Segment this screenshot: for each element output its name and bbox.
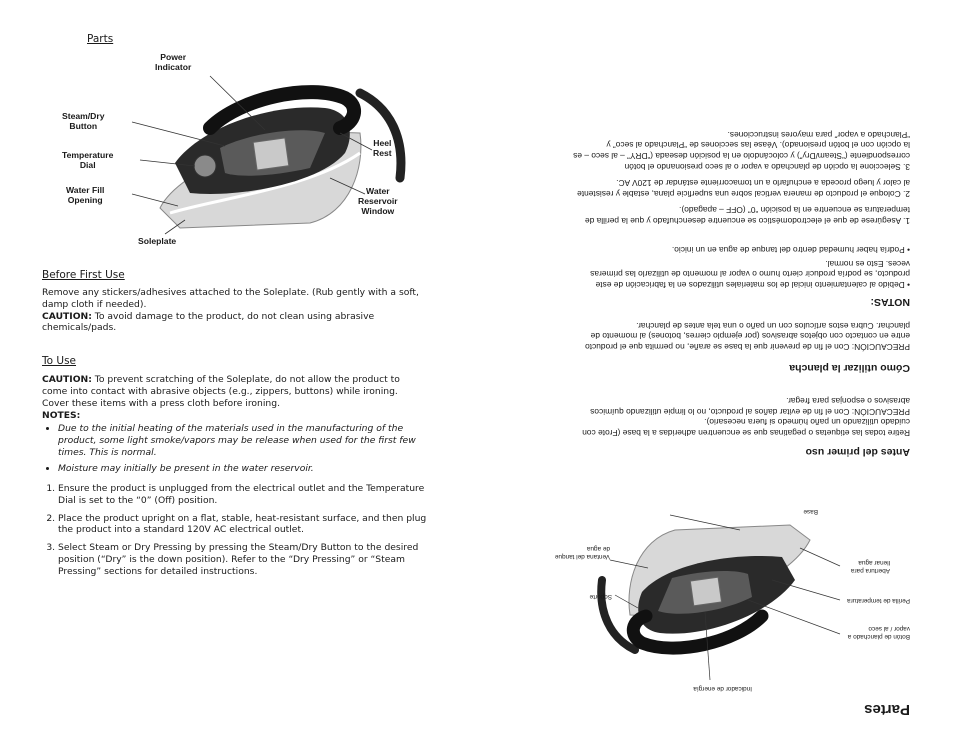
notas-list <box>570 245 910 290</box>
label-soleplate: Soleplate <box>138 236 177 246</box>
to-use-heading: To Use <box>42 355 77 367</box>
iron-illustration-spanish <box>580 500 870 690</box>
to-use-caution: CAUTION: To prevent scratching of the Soleplate, do not allow the product to come into contact with abrasive objects (e.g., zippers, buttons) while ironing. Cover these items with a press cloth before ironing. <box>42 374 400 409</box>
label-perilla: Perilla de temperatura <box>847 597 910 604</box>
label-water-fill-opening: Water Fill Opening <box>66 185 105 205</box>
list-item: 3. Select Steam or Dry Pressing by pressing the Steam/Dry Button to the desired position (“Dry” is the down position). Refer to the “Dry Pressing” or “Steam Pressing” sections for detailed instructions. <box>58 542 433 577</box>
spanish-page <box>510 60 910 720</box>
caution-label: CAUTION: <box>42 374 92 385</box>
before-first-use-text: Remove any stickers/adhesives attached to the Soleplate. (Rub gently with a soft, damp cloth if needed). CAUTION: To avoid damage to the product, do not clean using abrasive chemicals/pads. <box>42 287 419 334</box>
label-steam-dry-button: Steam/Dry Button <box>62 111 105 131</box>
notas-label: NOTAS: <box>870 296 910 308</box>
list-item: • Debido al calentamiento inicial de los materiales utilizados en la fabricación de este producto, se podría producir cierto humo o vapor al momento de utilizarlo las primeras veces. Esto es normal. <box>590 258 910 290</box>
label-boton: Botón de planchado a vapor / al seco <box>847 625 910 640</box>
list-item: • Due to the initial heating of the materials used in the manufacturing of the product, some light smoke/vapors may be release when used for the first few times. This is normal. <box>58 423 428 458</box>
notes-list <box>42 423 428 480</box>
list-item: • Moisture may initially be present in the water reservoir. <box>58 463 428 475</box>
list-item: 1. Asegúrese de que el electrodoméstico se encuentre desenchufado y que la perilla de temperatura se encuentre en la posición “0” (OFF – apagado). <box>585 205 910 226</box>
parts-heading: Parts <box>87 33 114 45</box>
caution-label: CAUTION: <box>42 310 92 322</box>
partes-heading: Partes <box>864 701 910 718</box>
antes-text: Retire todas las etiquetas o pegatinas que se encuentren adheridas a la base (Frote con cuidado utilizando un paño húmedo si fuera necesario). PRECAUCIÓN: Con el fin de evitar daños al producto, no lo limpie utilizando químicos abrasivos o esponjas para fregar. <box>582 396 910 438</box>
before-first-use-heading: Before First Use <box>42 269 125 281</box>
label-temperature-dial: Temperature Dial <box>62 150 114 170</box>
como-caution: PRECAUCIÓN: Con el fin de prevenir que la base se arañe, no permita que el producto entre en contacto con objetos abrasivos (por ejemplo cierres, botones) al momento de planchar. Cubra estos artículos con un paño o una tela antes de planchar. <box>585 320 910 352</box>
label-abertura: Abertura para llenar agua <box>850 559 890 574</box>
list-item: 2. Place the product upright on a flat, stable, heat-resistant surface, and then plug the product into a standard 120V AC electrical outlet. <box>58 513 433 537</box>
list-item: • Podría haber humedad dentro del tanque de agua en un inicio. <box>671 245 910 256</box>
label-ventana: Ventana del tanque de agua <box>554 545 610 560</box>
label-base: Base <box>803 508 818 515</box>
label-indicador: Indicador de energía <box>693 685 752 692</box>
label-soporte: Soporte <box>589 593 612 600</box>
steps-list <box>42 483 433 584</box>
list-item: 1. Ensure the product is unplugged from the electrical outlet and the Temperature Dial is set to the “0” (Off) position. <box>58 483 433 507</box>
notes-label: NOTES: <box>42 410 81 421</box>
label-heel-rest: Heel Rest <box>373 138 392 158</box>
list-item: 3. Seleccione la opción de planchado a vapor o al seco presionando el botón correspondiente (“Steam/Dry”) y colocándolo en la posición deseada (“DRY” – al seco – es la opción con el botón presionado). Véase las secciones de “Planchado al seco” y “Planchado a vapor” para mayores instrucciones. <box>573 129 910 172</box>
list-item: 2. Coloque el producto de manera vertical sobre una superficie plana, estable y resistente al calor y luego proceda a enchufarlo a un tomacorriente estándar de 120V AC. <box>577 178 910 199</box>
pasos-list <box>570 129 910 226</box>
antes-heading: Antes del primer uso <box>805 446 910 458</box>
label-water-reservoir-window: Water Reservoir Window <box>358 186 398 216</box>
como-heading: Cómo utilizar la plancha <box>789 362 910 374</box>
label-power-indicator: Power Indicator <box>155 52 192 72</box>
